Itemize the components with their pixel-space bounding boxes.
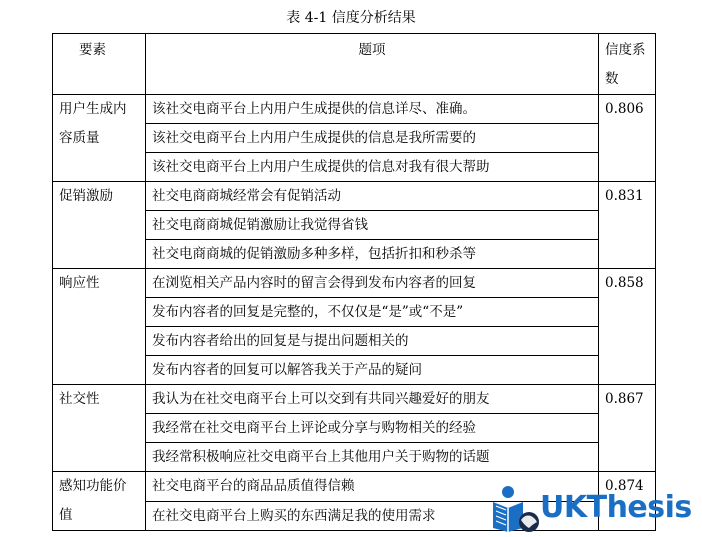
table-row: [53, 95, 656, 124]
coef-cell: 0.867: [599, 385, 656, 472]
coef-cell: 0.806: [599, 95, 656, 182]
coef-cell: 0.831: [599, 182, 656, 269]
factor-cell: 社交性: [53, 385, 146, 472]
item-cell: 发布内容者的回复可以解答我关于产品的疑问: [146, 356, 599, 385]
item-cell: 我经常积极响应社交电商平台上其他用户关于购物的话题: [146, 443, 599, 472]
table-row: [53, 385, 656, 414]
item-cell: 我经常在社交电商平台上评论或分享与购物相关的经验: [146, 414, 599, 443]
table-row: [53, 269, 656, 298]
item-cell: 在社交电商平台上购买的东西满足我的使用需求: [146, 501, 599, 531]
coef-cell: 0.858: [599, 269, 656, 385]
factor-cell: 感知功能价值: [53, 472, 146, 531]
factor-cell: 用户生成内容质量: [53, 95, 146, 182]
item-cell: 社交电商商城的促销激励多种多样，包括折扣和秒杀等: [146, 240, 599, 269]
table-row: [53, 182, 656, 211]
reader-globe-logo-icon: [491, 484, 541, 532]
table-caption: 表 4-1 信度分析结果: [286, 10, 416, 26]
item-cell: 该社交电商平台上内用户生成提供的信息是我所需要的: [146, 124, 599, 153]
header-factor: 要素: [53, 34, 146, 95]
table-header-row: [53, 34, 656, 95]
item-cell: 社交电商平台的商品品质值得信赖: [146, 472, 599, 502]
factor-cell: 响应性: [53, 269, 146, 385]
brand-thesis: Thesis: [586, 490, 692, 525]
item-cell: 该社交电商平台上内用户生成提供的信息详尽、准确。: [146, 95, 599, 124]
header-item: 题项: [146, 34, 599, 95]
brand-uk: UK: [540, 490, 587, 525]
ukthesis-watermark: [491, 484, 691, 532]
item-cell: 社交电商商城促销激励让我觉得省钱: [146, 211, 599, 240]
item-cell: 该社交电商平台上内用户生成提供的信息对我有很大帮助: [146, 153, 599, 182]
item-cell: 社交电商商城经常会有促销活动: [146, 182, 599, 211]
reliability-table: [52, 33, 656, 531]
item-cell: 发布内容者给出的回复是与提出问题相关的: [146, 327, 599, 356]
factor-cell: 促销激励: [53, 182, 146, 269]
item-cell: 我认为在社交电商平台上可以交到有共同兴趣爱好的朋友: [146, 385, 599, 414]
item-cell: 发布内容者的回复是完整的，不仅仅是“是”或“不是”: [146, 298, 599, 327]
coef-cell: 0.874: [599, 472, 656, 531]
item-cell: 在浏览相关产品内容时的留言会得到发布内容者的回复: [146, 269, 599, 298]
header-coef: 信度系数: [599, 34, 656, 95]
